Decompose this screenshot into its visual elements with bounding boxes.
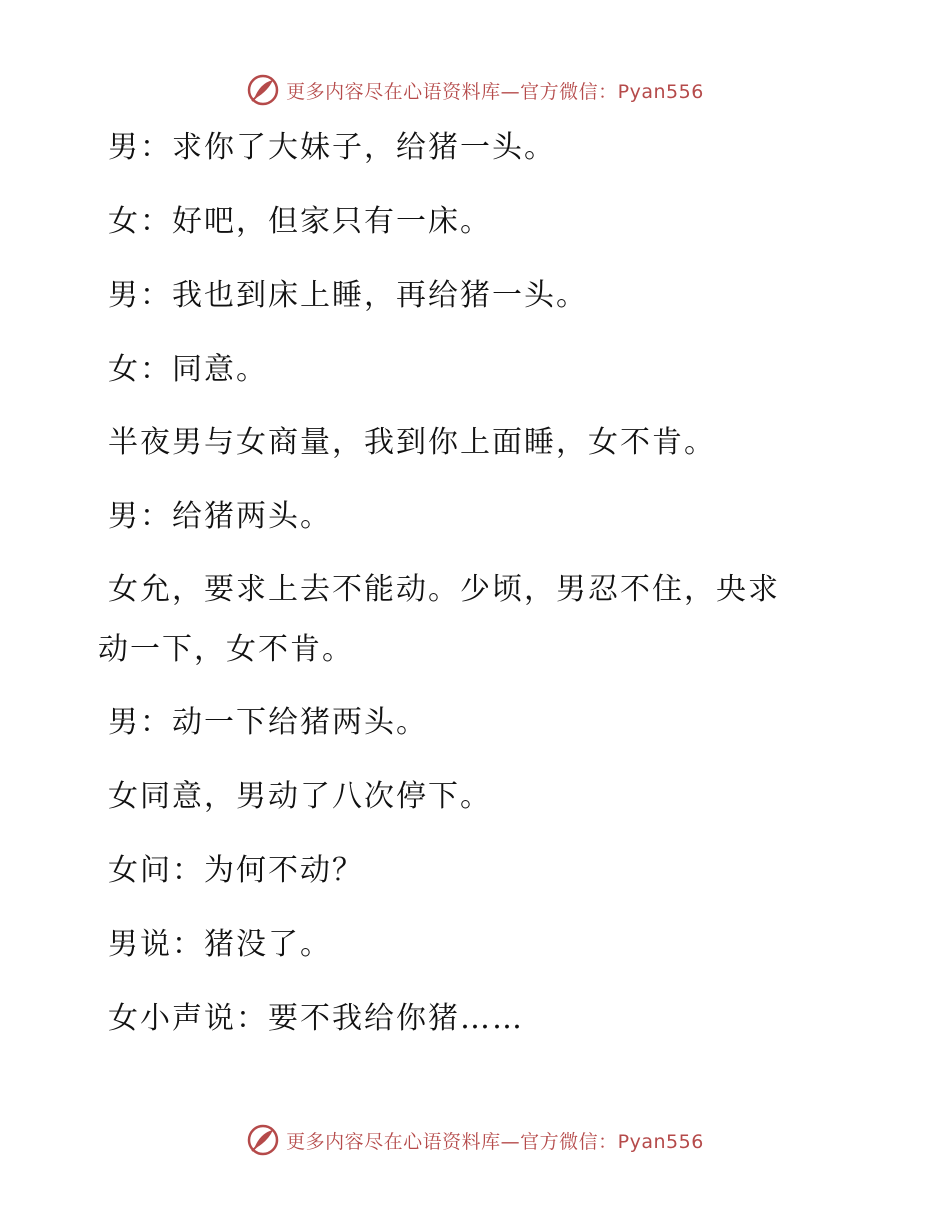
footer-banner-text: 更多内容尽在心语资料库—官方微信：Pyan556 xyxy=(286,1130,704,1153)
body-line: 男：动一下给猪两头。 xyxy=(108,705,428,740)
body-line: 男：给猪两头。 xyxy=(108,499,332,534)
header-banner-text: 更多内容尽在心语资料库—官方微信：Pyan556 xyxy=(286,80,704,103)
quill-pen-logo-icon xyxy=(246,1123,280,1157)
body-line: 女：好吧，但家只有一床。 xyxy=(108,204,492,239)
body-line: 男说：猪没了。 xyxy=(108,927,332,962)
body-line: 男：求你了大妹子，给猪一头。 xyxy=(108,130,556,165)
body-line: 女小声说：要不我给你猪…… xyxy=(108,1001,524,1036)
body-line: 女同意，男动了八次停下。 xyxy=(108,779,492,814)
body-line: 动一下，女不肯。 xyxy=(98,632,354,667)
body-line: 女允，要求上去不能动。少顷，男忍不住，央求 xyxy=(108,572,780,607)
body-line: 女：同意。 xyxy=(108,352,268,387)
body-line: 半夜男与女商量，我到你上面睡，女不肯。 xyxy=(108,425,716,460)
body-line: 女问：为何不动？ xyxy=(108,853,364,888)
body-line: 男：我也到床上睡，再给猪一头。 xyxy=(108,278,588,313)
footer-banner xyxy=(0,1120,950,1160)
